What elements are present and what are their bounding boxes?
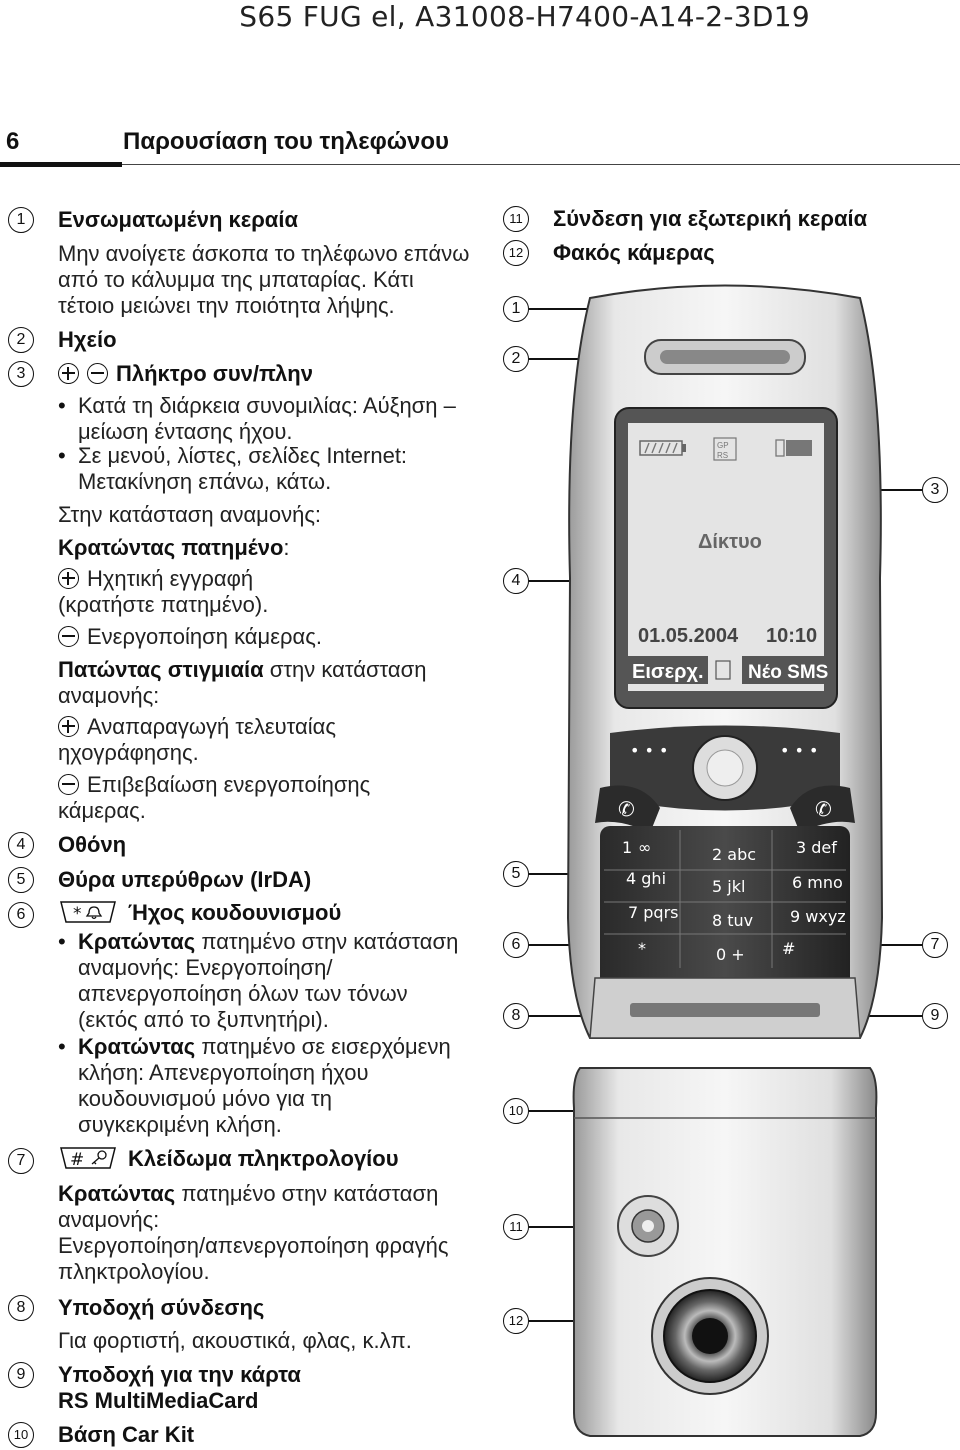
star-bell-key-icon [58, 900, 118, 924]
item-6-b2-line: κουδουνισμού μόνο για τη [78, 1086, 332, 1111]
bullet: • [58, 393, 66, 418]
item-number-9: 9 [8, 1362, 34, 1388]
callout-4: 4 [503, 568, 529, 594]
minus-key-icon [87, 363, 108, 384]
item-3-press-row [58, 657, 426, 683]
svg-text:• • •: • • • [780, 741, 819, 760]
item-3-hold-label: Κρατώντας πατημένο [58, 535, 284, 560]
item-number-1: 1 [8, 207, 34, 233]
item-7-rest: πατημένο στην κατάσταση [175, 1181, 439, 1206]
item-3-minus-hold-text: Ενεργοποίηση κάμερας. [87, 624, 322, 649]
callout-8: 8 [503, 1003, 529, 1029]
bullet: • [58, 443, 66, 468]
item-3-plus-press-line2: ηχογράφησης. [58, 740, 199, 765]
item-6-b2-bold: Κρατώντας [78, 1034, 196, 1059]
header-rule-thick [0, 162, 122, 167]
item-6-b1-bold: Κρατώντας [78, 929, 196, 954]
minus-key-icon [58, 774, 79, 795]
item-3-minus-press-line2: κάμερας. [58, 798, 146, 823]
key-hash: # [782, 939, 796, 958]
phone-illustration [560, 278, 890, 1443]
item-3-title: Πλήκτρο συν/πλην [116, 361, 313, 386]
plus-key-icon [58, 716, 79, 737]
svg-text:#: # [70, 1150, 85, 1170]
item-number-10: 10 [8, 1422, 34, 1448]
item-number-7: 7 [8, 1148, 34, 1174]
key-2: 2 abc [712, 845, 757, 864]
item-3-plus-hold-row [58, 566, 253, 592]
callout-3: 3 [922, 477, 948, 503]
plus-key-icon [58, 363, 79, 384]
item-3-plus-hold-text: Ηχητική εγγραφή [87, 566, 254, 591]
item-7-row [58, 1181, 438, 1207]
item-number-11: 11 [503, 206, 529, 232]
item-1-body-line: τέτοιο μειώνει την ποιότητα λήψης. [58, 293, 395, 318]
item-6-b2-line: συγκεκριμένη κλήση. [78, 1112, 282, 1137]
item-3-plus-hold-line2: (κρατήστε πατημένο). [58, 592, 269, 617]
item-7-title-row [58, 1146, 399, 1172]
key-8: 8 tuv [712, 911, 754, 930]
item-9-title-line: RS MultiMediaCard [58, 1388, 259, 1413]
item-5-title: Θύρα υπερύθρων (IrDA) [58, 867, 312, 892]
item-1-title: Ενσωματωμένη κεραία [58, 207, 298, 232]
item-3-press-label: Πατώντας στιγμιαία [58, 657, 264, 682]
item-3-minus-press-text: Επιβεβαίωση ενεργοποίησης [87, 772, 371, 797]
header-rule-thin [122, 164, 960, 165]
item-7-line: αναμονής: [58, 1207, 160, 1232]
callout-6: 6 [503, 932, 529, 958]
key-1: 1 [622, 838, 633, 857]
item-3-plus-press-text: Αναπαραγωγή τελευταίας [87, 714, 336, 739]
key-9: 9 wxyz [790, 907, 846, 926]
key-3: 3 def [796, 838, 837, 857]
key-star: * [638, 939, 646, 958]
svg-text:• • •: • • • [630, 741, 669, 760]
item-6-title: Ήχος κουδουνισμού [128, 900, 342, 925]
item-6-b1-line: (εκτός από το ξυπνητήρι). [78, 1007, 329, 1032]
item-6-b2-row [78, 1034, 451, 1060]
item-8-body: Για φορτιστή, ακουστικά, φλας, κ.λπ. [58, 1328, 412, 1353]
screen-time: 10:10 [766, 625, 818, 647]
key-4: 4 ghi [626, 869, 667, 888]
document-id: S65 FUG el, A31008-H7400-A14-2-3D19 [239, 0, 810, 33]
hash-key-icon [58, 1146, 118, 1170]
item-3-title-row [58, 361, 313, 387]
item-3-bullet1-line: μείωση έντασης ήχου. [78, 419, 293, 444]
item-6-b1-row [78, 929, 458, 955]
svg-text:✆: ✆ [618, 797, 635, 821]
item-9-title-line: Υποδοχή για την κάρτα [58, 1362, 301, 1387]
item-2-title: Ηχείο [58, 327, 117, 352]
item-8-title: Υποδοχή σύνδεσης [58, 1295, 265, 1320]
item-6-b1-line: απενεργοποίηση όλων των τόνων [78, 981, 408, 1006]
screen-date: 01.05.2004 [638, 625, 739, 647]
item-7-bold: Κρατώντας [58, 1181, 176, 1206]
item-6-b1-line: αναμονής: Ενεργοποίηση/ [78, 955, 333, 980]
callout-11: 11 [503, 1214, 529, 1240]
callout-9: 9 [922, 1003, 948, 1029]
item-7-line: Ενεργοποίηση/απενεργοποίηση φραγής [58, 1233, 449, 1258]
item-number-2: 2 [8, 327, 34, 353]
gprs-label-2: RS [717, 451, 729, 460]
callout-2: 2 [503, 346, 529, 372]
item-4-title: Οθόνη [58, 832, 127, 857]
item-7-title: Κλείδωμα πληκτρολογίου [128, 1146, 399, 1171]
item-7-line: πληκτρολογίου. [58, 1259, 210, 1284]
screen-left-soft: Εισερχ. [632, 661, 704, 683]
item-3-standby: Στην κατάσταση αναμονής: [58, 502, 322, 527]
bullet: • [58, 1034, 66, 1059]
item-3-press-rest: στην κατάσταση [263, 657, 427, 682]
item-3-bullet2-line: Σε μενού, λίστες, σελίδες Internet: [78, 443, 408, 468]
svg-text:✆: ✆ [815, 797, 832, 821]
item-number-3: 3 [8, 361, 34, 387]
callout-10: 10 [503, 1098, 529, 1124]
callout-5: 5 [503, 861, 529, 887]
item-3-press-line2: αναμονής: [58, 683, 160, 708]
callout-7: 7 [922, 932, 948, 958]
callout-12: 12 [503, 1308, 529, 1334]
item-1-body-line: Μην ανοίγετε άσκοπα το τηλέφωνο επάνω [58, 241, 470, 266]
item-3-bullet2-line: Μετακίνηση επάνω, κάτω. [78, 469, 332, 494]
item-6-b2-line: κλήση: Απενεργοποίηση ήχου [78, 1060, 369, 1085]
key-1-voicemail: ∞ [638, 838, 652, 857]
item-11-title: Σύνδεση για εξωτερική κεραία [553, 206, 868, 231]
item-number-8: 8 [8, 1295, 34, 1321]
item-6-title-row [58, 900, 341, 926]
plus-key-icon [58, 568, 79, 589]
item-number-5: 5 [8, 867, 34, 893]
item-3-plus-press-row [58, 714, 336, 740]
key-7: 7 pqrs [628, 903, 679, 922]
item-10-title: Βάση Car Kit [58, 1422, 195, 1447]
item-12-title: Φακός κάμερας [553, 240, 715, 265]
bullet: • [58, 929, 66, 954]
gprs-label-1: GP [717, 441, 729, 450]
item-6-b2-rest: πατημένο σε εισερχόμενη [195, 1034, 451, 1059]
item-3-minus-press-row [58, 772, 370, 798]
item-1-body-line: από το κάλυμμα της μπαταρίας. Κάτι [58, 267, 414, 292]
section-title: Παρουσίαση του τηλεφώνου [123, 128, 450, 155]
page-number: 6 [6, 128, 20, 155]
callout-1: 1 [503, 296, 529, 322]
item-number-12: 12 [503, 240, 529, 266]
item-3-hold-row [58, 535, 290, 561]
item-3-bullet1-line: Κατά τη διάρκεια συνομιλίας: Αύξηση – [78, 393, 456, 418]
minus-key-icon [58, 626, 79, 647]
screen-network: Δίκτυο [698, 531, 762, 553]
svg-text:*: * [73, 904, 82, 924]
item-3-hold-colon: : [283, 535, 290, 560]
item-3-minus-hold-row [58, 624, 322, 650]
item-number-4: 4 [8, 832, 34, 858]
key-5: 5 jkl [712, 877, 746, 896]
screen-right-soft: Νέο SMS [748, 662, 829, 683]
key-0: 0 + [716, 945, 745, 964]
item-number-6: 6 [8, 902, 34, 928]
item-6-b1-rest: πατημένο στην κατάσταση [195, 929, 459, 954]
key-6: 6 mno [792, 873, 843, 892]
